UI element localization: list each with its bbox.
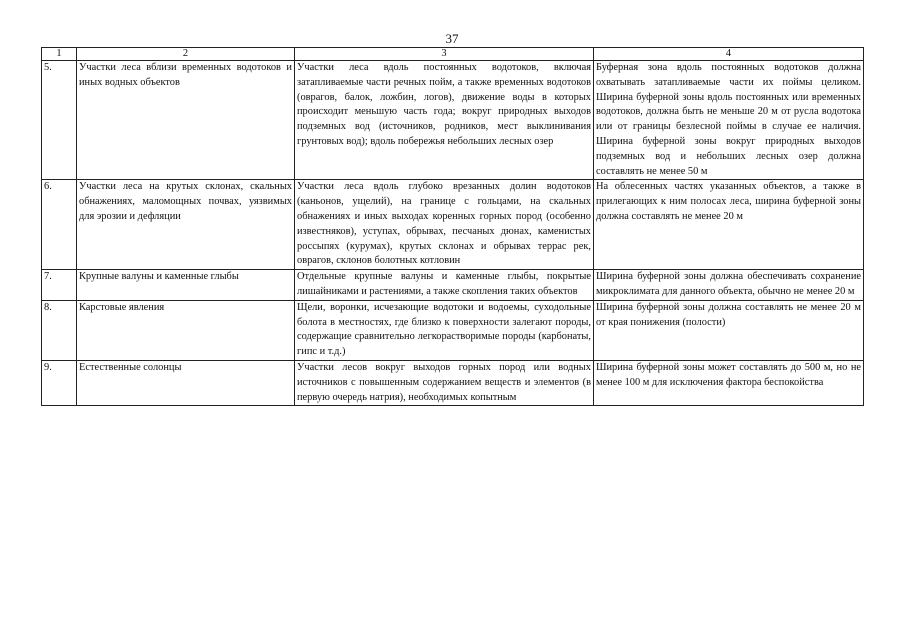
header-col-4: 4 — [594, 48, 864, 61]
object-description: Участки леса вдоль глубоко врезанных долин водотоков (каньонов, ущелий), на границе с гольцами, на скальных обнажениях и иных выходах коренных горных пород (особенно известняков), уступах, обрывах, песчаных дюнах, каменистых россыпях (курумах), крутых склонах и обрывах террас рек, оврагов, склонов болотных котловин — [295, 180, 594, 270]
object-description: Участки лесов вокруг выходов горных пород или водных источников с повышенным содержанием веществ и элементов (в первую очередь натрия), необходимых копытным — [295, 360, 594, 405]
buffer-zone-rule: На облесенных частях указанных объектов, а также в прилегающих к ним полосах леса, ширина буферной зоны должна составлять не менее 20 м — [594, 180, 864, 270]
object-name: Карстовые явления — [77, 300, 295, 360]
object-name: Участки леса вблизи временных водотоков и иных водных объектов — [77, 61, 295, 180]
page-number: 37 — [445, 31, 459, 46]
buffer-zone-rule: Ширина буферной зоны может составлять до 500 м, но не менее 100 м для исключения фактора беспокойства — [594, 360, 864, 405]
buffer-zone-rule: Ширина буферной зоны должна составлять не менее 20 м от края понижения (полости) — [594, 300, 864, 360]
table-row — [42, 180, 864, 270]
header-col-2: 2 — [77, 48, 295, 61]
table-row — [42, 360, 864, 405]
object-description: Отдельные крупные валуны и каменные глыбы, покрытые лишайниками и растениями, а также скопления таких объектов — [295, 270, 594, 301]
object-name: Крупные валуны и каменные глыбы — [77, 270, 295, 301]
object-description: Участки леса вдоль постоянных водотоков, включая затапливаемые части речных пойм, а также временных водотоков (оврагов, балок, ложбин, логов), движение воды в которых происходит меньшую часть года; вокруг природных выходов подземных вод (источников, родников, мест выклинивания грунтовых вод); вдоль побережья небольших лесных озер — [295, 61, 594, 180]
header-col-3: 3 — [295, 48, 594, 61]
table-row — [42, 61, 864, 180]
object-name: Естественные солонцы — [77, 360, 295, 405]
header-col-1: 1 — [42, 48, 77, 61]
row-number: 8. — [42, 300, 77, 360]
buffer-zone-rule: Буферная зона вдоль постоянных водотоков должна охватывать затапливаемые части их поймы целиком. Ширина буферной зоны вдоль постоянных или временных водотоков, должна быть не меньше 20 м от русла водотока или от границы безлесной поймы в случае ее наличия. Ширина буферной зоны вокруг природных выходов подземных вод и небольших лесных озер должна составлять не менее 50 м — [594, 61, 864, 180]
object-description: Щели, воронки, исчезающие водотоки и водоемы, суходольные болота в местностях, где близко к поверхности залегают породы, содержащие сравнительно легкорастворимые породы (карбонаты, гипс и т.д.) — [295, 300, 594, 360]
buffer-zone-rule: Ширина буферной зоны должна обеспечивать сохранение микроклимата для данного объекта, обычно не менее 20 м — [594, 270, 864, 301]
buffer-zone-table — [41, 47, 864, 406]
table-row — [42, 270, 864, 301]
row-number: 5. — [42, 61, 77, 180]
header-row — [42, 48, 864, 61]
row-number: 6. — [42, 180, 77, 270]
table-row — [42, 300, 864, 360]
row-number: 9. — [42, 360, 77, 405]
row-number: 7. — [42, 270, 77, 301]
object-name: Участки леса на крутых склонах, скальных обнажениях, маломощных почвах, уязвимых для эрозии и дефляции — [77, 180, 295, 270]
